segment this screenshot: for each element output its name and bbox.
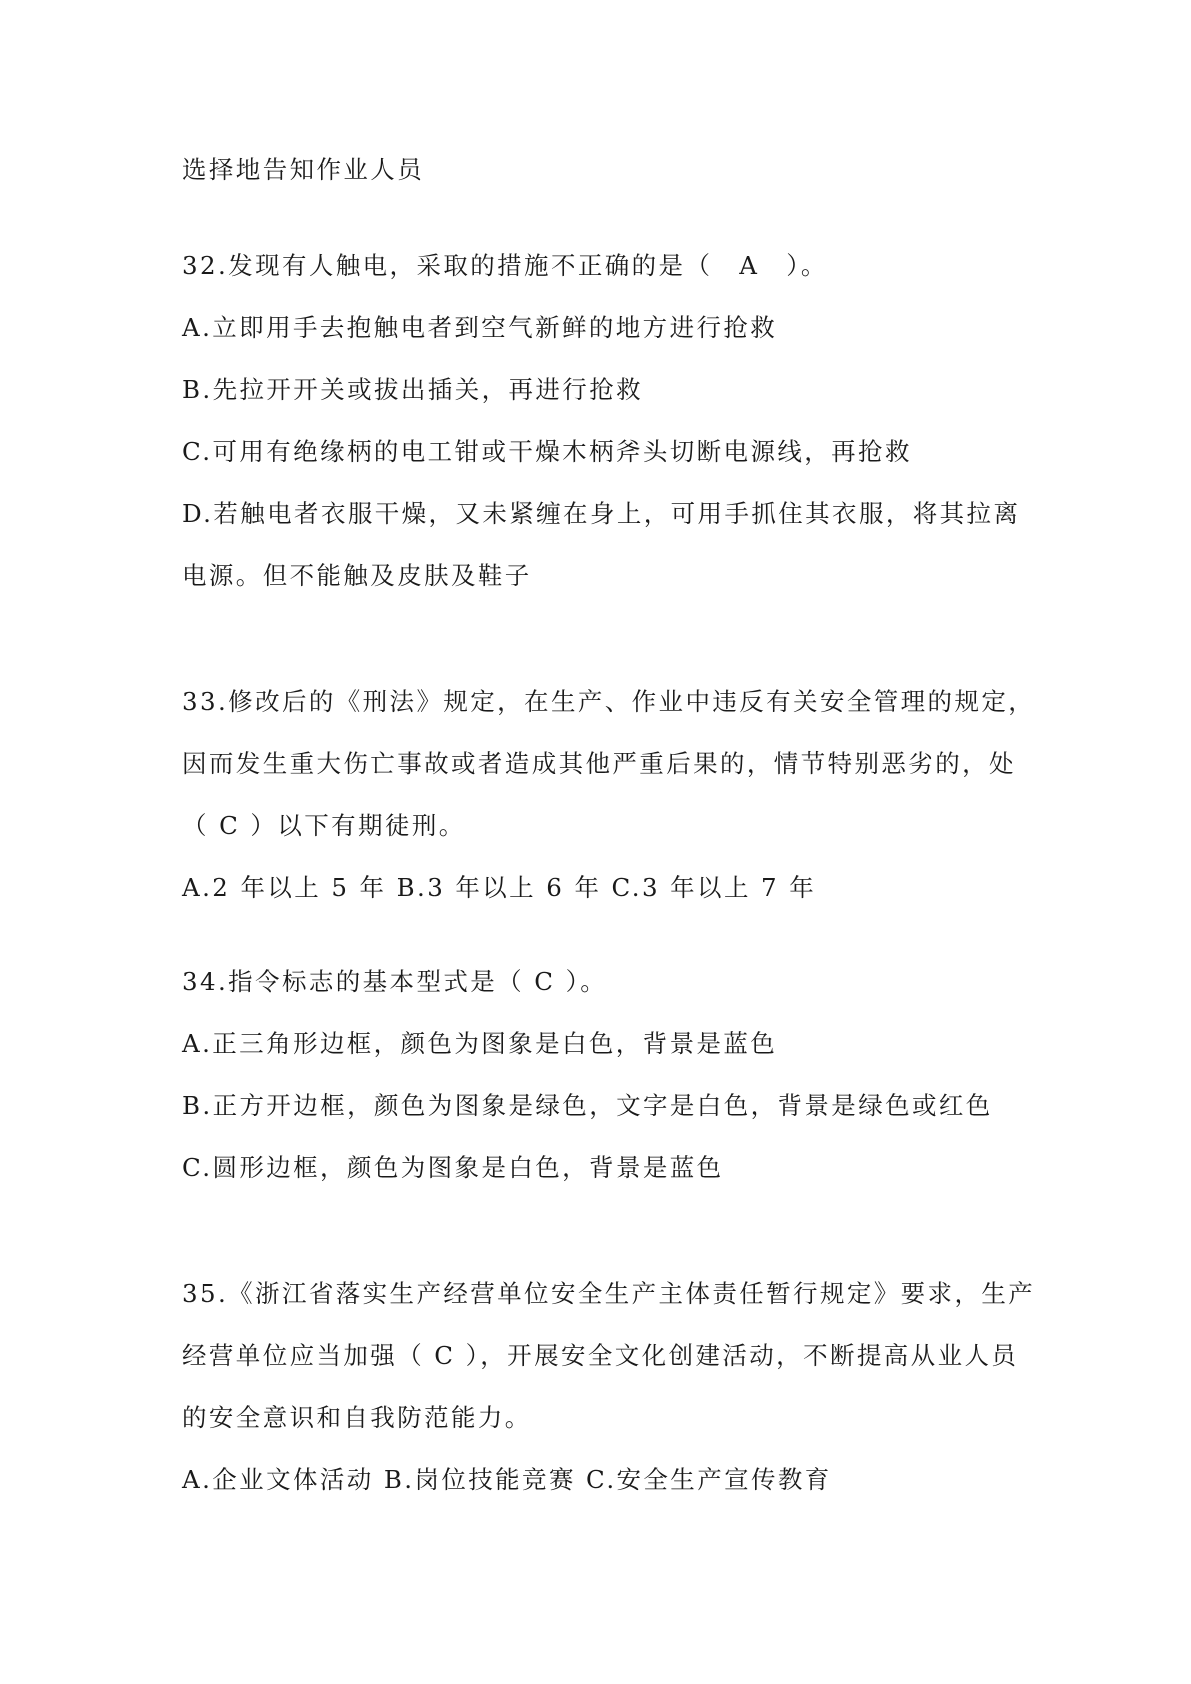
q35-options: A.企业文体活动 B.岗位技能竞赛 C.安全生产宣传教育 [182, 1465, 832, 1494]
question-35-line-3: 的安全意识和自我防范能力。 [182, 1403, 532, 1432]
q32-option-d-continued: 电源。但不能触及皮肤及鞋子 [182, 561, 532, 590]
q34-option-a: A.正三角形边框，颜色为图象是白色，背景是蓝色 [182, 1029, 778, 1058]
q32-option-b: B.先拉开开关或拔出插关，再进行抢救 [182, 375, 643, 404]
question-32: 32.发现有人触电，采取的措施不正确的是（ A ）。 [182, 251, 828, 280]
continuation-text: 选择地告知作业人员 [182, 155, 425, 184]
question-33-line-1: 33.修改后的《刑法》规定，在生产、作业中违反有关安全管理的规定， [182, 687, 1036, 716]
q33-options: A.2 年以上 5 年 B.3 年以上 6 年 C.3 年以上 7 年 [182, 873, 817, 902]
q34-option-c: C.圆形边框，颜色为图象是白色，背景是蓝色 [182, 1153, 724, 1182]
q32-option-d: D.若触电者衣服干燥，又未紧缠在身上，可用手抓住其衣服，将其拉离 [182, 499, 1021, 528]
question-33-line-3: （ C ）以下有期徒刑。 [182, 811, 466, 840]
question-33-line-2: 因而发生重大伤亡事故或者造成其他严重后果的，情节特别恶劣的，处 [182, 749, 1016, 778]
question-35-line-2: 经营单位应当加强（ C ），开展安全文化创建活动，不断提高从业人员 [182, 1341, 1019, 1370]
q32-option-c: C.可用有绝缘柄的电工钳或干燥木柄斧头切断电源线，再抢救 [182, 437, 912, 466]
q32-option-a: A.立即用手去抱触电者到空气新鲜的地方进行抢救 [182, 313, 778, 342]
question-34: 34.指令标志的基本型式是（ C ）。 [182, 967, 608, 996]
q34-option-b: B.正方开边框，颜色为图象是绿色，文字是白色，背景是绿色或红色 [182, 1091, 993, 1120]
question-35-line-1: 35.《浙江省落实生产经营单位安全生产主体责任暂行规定》要求，生产 [182, 1279, 1036, 1308]
